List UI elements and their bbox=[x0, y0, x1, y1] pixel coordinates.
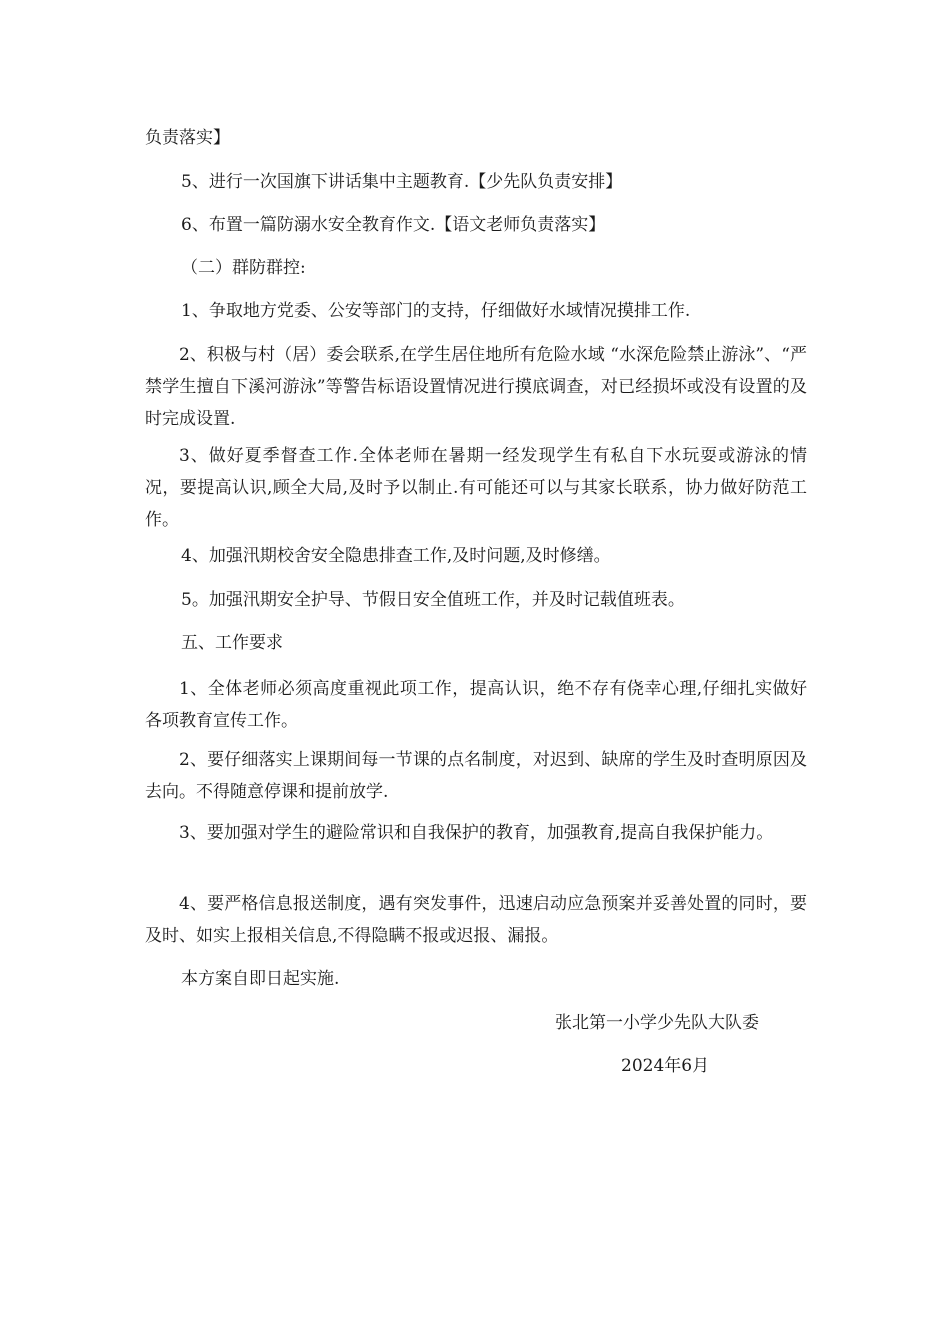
section-heading: 五、工作要求 bbox=[181, 633, 283, 653]
requirement-item: 4、要严格信息报送制度，遇有突发事件，迅速启动应急预案并妥善处置的同时，要及时、如实上报相关信息,不得隐瞒不报或迟报、漏报。 bbox=[145, 894, 807, 946]
requirement-item: 3、要加强对学生的避险常识和自我保护的教育，加强教育,提高自我保护能力。 bbox=[179, 823, 774, 843]
signature-date: 2024年6月 bbox=[621, 1056, 710, 1076]
education-item: 6、布置一篇防溺水安全教育作文.【语文老师负责落实】 bbox=[181, 215, 606, 235]
group-item: 2、积极与村（居）委会联系,在学生居住地所有危险水域 “水深危险禁止游泳”、“严禁学生擅自下溪河游泳”等警告标语设置情况进行摸底调查，对已经损坏或没有设置的及时完成设置. bbox=[145, 345, 807, 429]
section-heading: （二）群防群控: bbox=[181, 258, 306, 278]
closing-text: 本方案自即日起实施. bbox=[181, 969, 340, 989]
group-item: 3、做好夏季督查工作.全体老师在暑期一经发现学生有私自下水玩耍或游泳的情况，要提高认识,顾全大局,及时予以制止.有可能还可以与其家长联系，协力做好防范工作。 bbox=[145, 446, 807, 530]
requirement-item: 2、要仔细落实上课期间每一节课的点名制度，对迟到、缺席的学生及时查明原因及去向。不得随意停课和提前放学. bbox=[145, 750, 807, 802]
continuation-text: 负责落实】 bbox=[145, 128, 230, 148]
signature-organization: 张北第一小学少先队大队委 bbox=[555, 1013, 759, 1033]
requirement-item: 1、全体老师必须高度重视此项工作，提高认识，绝不存有侥幸心理,仔细扎实做好各项教育宣传工作。 bbox=[145, 679, 807, 731]
group-item: 5。加强汛期安全护导、节假日安全值班工作，并及时记载值班表。 bbox=[181, 590, 685, 610]
education-item: 5、进行一次国旗下讲话集中主题教育.【少先队负责安排】 bbox=[181, 172, 623, 192]
group-item: 1、争取地方党委、公安等部门的支持，仔细做好水域情况摸排工作. bbox=[181, 301, 691, 321]
group-item: 4、加强汛期校舍安全隐患排查工作,及时问题,及时修缮。 bbox=[181, 546, 611, 566]
